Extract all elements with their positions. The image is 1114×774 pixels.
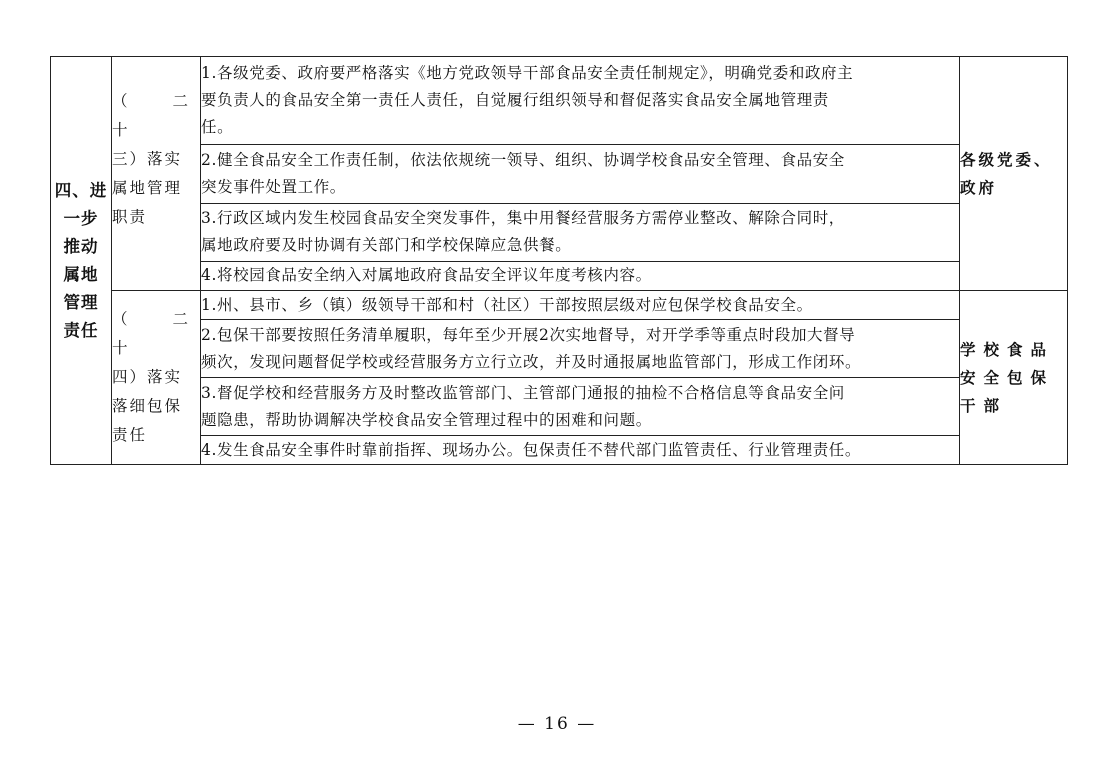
sub-category-line: 落细包保	[112, 397, 183, 415]
responsible-line: 干部	[960, 396, 1008, 415]
responsible-party-cell	[960, 57, 1068, 291]
duty-item: 3.行政区域内发生校园食品安全突发事件，集中用餐经营服务方需停业整改、解除合同时， 属地政府要及时协调有关部门和学校保障应急供餐。	[201, 203, 960, 261]
duty-item: 3.督促学校和经营服务方及时整改监管部门、主管部门通报的抽检不合格信息等食品安全问 题隐患，帮助协调解决学校食品安全管理过程中的困难和问题。	[201, 378, 960, 436]
table-row	[51, 57, 1068, 145]
main-category-line: 责任	[63, 320, 99, 340]
responsible-line: 政府	[960, 178, 998, 197]
table-row	[51, 261, 1068, 290]
duty-item: 4.将校园食品安全纳入对属地政府食品安全评议年度考核内容。	[201, 261, 960, 290]
sub-category-line: 属地管理	[112, 179, 183, 197]
main-category-line: 一步	[63, 208, 99, 228]
sub-category-cell	[112, 291, 201, 465]
main-category-line: 推动	[63, 236, 99, 256]
sub-category-line: （ 二 十	[112, 310, 200, 357]
table-row	[51, 320, 1068, 378]
table-row	[51, 291, 1068, 320]
duty-item: 1.州、县市、乡（镇）级领导干部和村（社区）干部按照层级对应包保学校食品安全。	[201, 291, 960, 320]
main-category-line: 管理	[63, 292, 99, 312]
table-row	[51, 203, 1068, 261]
page-number: — 16 —	[517, 714, 597, 734]
duty-item: 2.包保干部要按照任务清单履职，每年至少开展2次实地督导，对开学季等重点时段加大督导 频次，发现问题督促学校或经营服务方立行立改，并及时通报属地监管部门，形成工作闭环。	[201, 320, 960, 378]
main-category-line: 四、进	[54, 180, 108, 200]
sub-category-line: （ 二 十	[112, 92, 200, 139]
main-category-cell	[51, 57, 112, 465]
duty-item: 1.各级党委、政府要严格落实《地方党政领导干部食品安全责任制规定》，明确党委和政府主 要负责人的食品安全第一责任人责任，自觉履行组织领导和督促落实食品安全属地管理责 任。	[201, 57, 960, 145]
responsible-party-cell	[960, 291, 1068, 465]
table-row	[51, 378, 1068, 436]
duty-item: 2.健全食品安全工作责任制，依法依规统一领导、组织、协调学校食品安全管理、食品安全 突发事件处置工作。	[201, 145, 960, 203]
sub-category-line: 职责	[112, 208, 148, 226]
responsible-line: 安全包保	[960, 368, 1055, 387]
responsibility-table	[50, 56, 1068, 465]
main-category-line: 属地	[63, 264, 99, 284]
responsible-line: 学校食品	[960, 340, 1055, 359]
responsible-line: 各级党委、	[960, 150, 1053, 169]
sub-category-line: 四）落实	[112, 368, 183, 386]
table-row	[51, 145, 1068, 203]
sub-category-line: 责任	[112, 426, 148, 444]
duty-item: 4.发生食品安全事件时靠前指挥、现场办公。包保责任不替代部门监管责任、行业管理责任。	[201, 436, 960, 465]
sub-category-line: 三）落实	[112, 150, 183, 168]
sub-category-cell	[112, 57, 201, 291]
table-row	[51, 436, 1068, 465]
